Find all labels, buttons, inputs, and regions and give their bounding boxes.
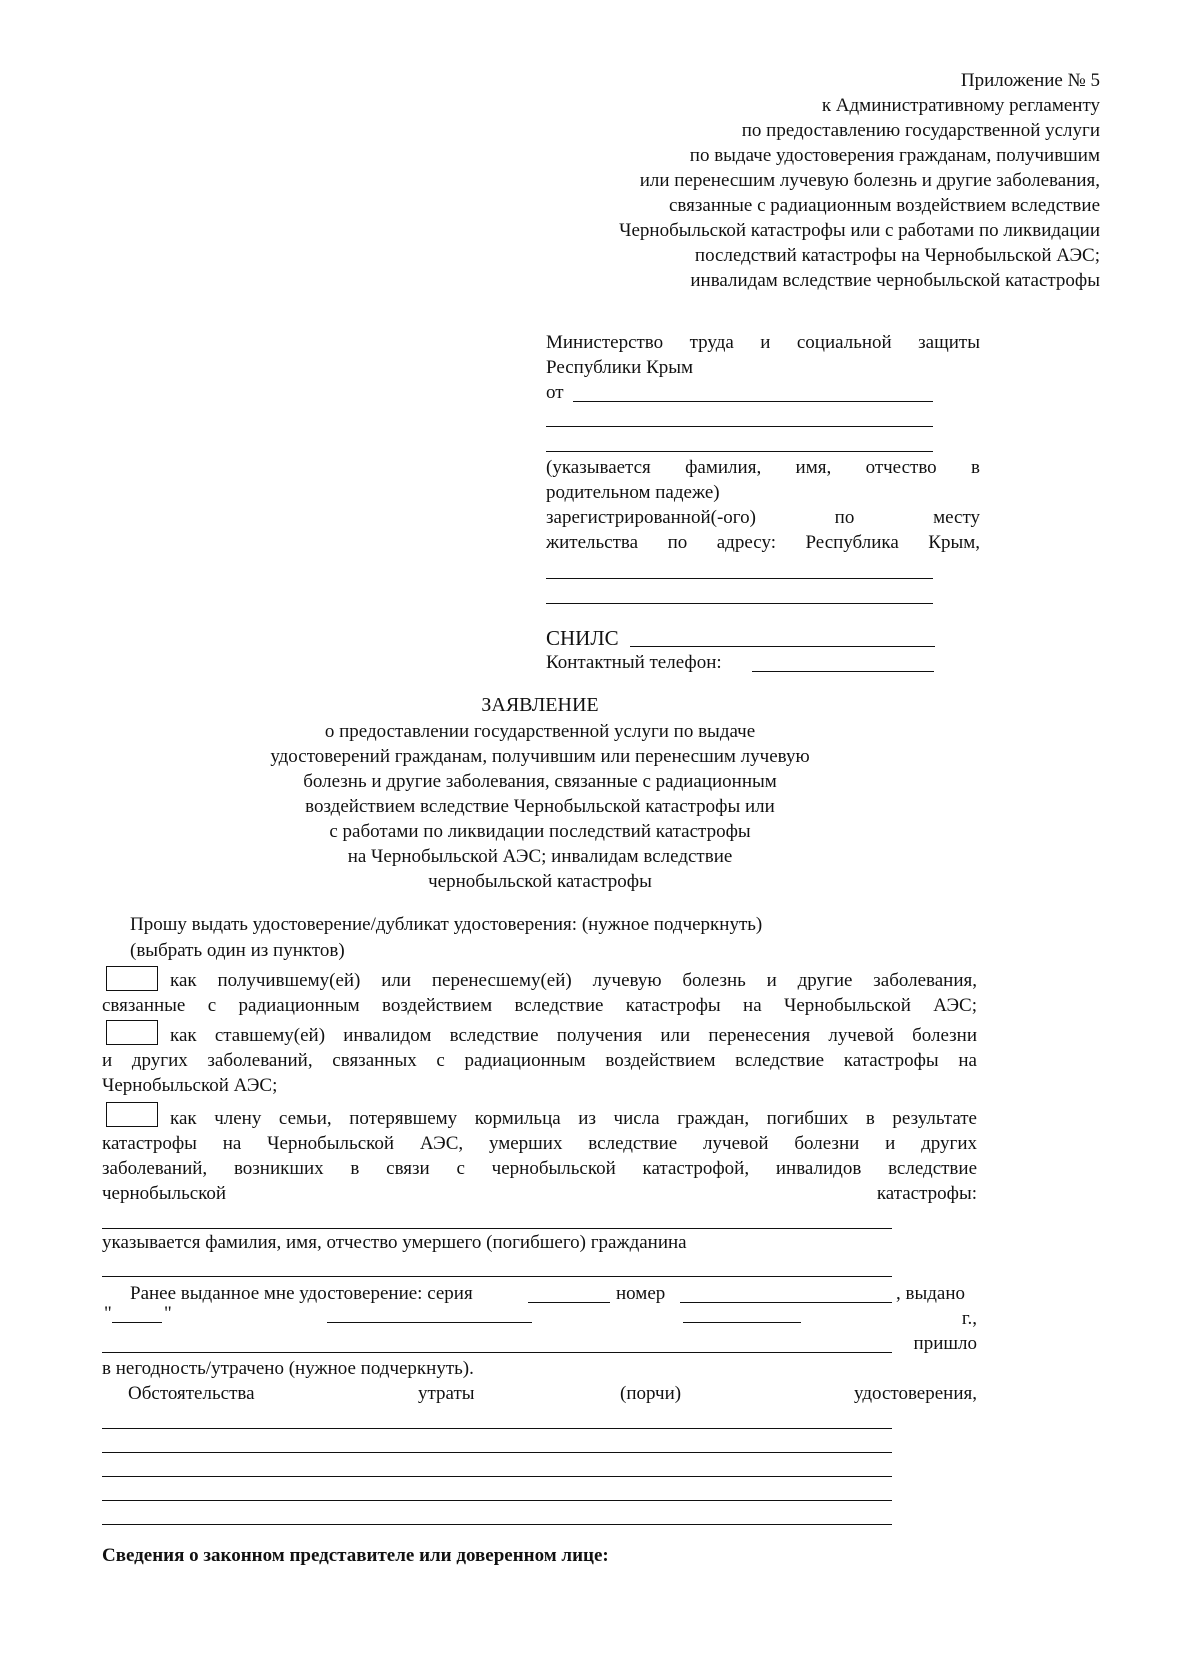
year-field[interactable] [683,1322,801,1323]
option-1-line: связанные с радиационным воздействием вследствие катастрофы на Чернобыльской АЭС; [102,995,977,1016]
came-label: пришло [913,1333,977,1354]
circumstances-field-line[interactable] [102,1500,892,1501]
circ-word: Обстоятельства [128,1383,255,1404]
subtitle-line: о предоставлении государственной услуги по выдаче [324,721,756,742]
from-field-line[interactable] [546,451,933,452]
circumstances-field-line[interactable] [102,1428,892,1429]
previous-start: Ранее выданное мне удостоверение: серия [130,1283,473,1304]
option-2-checkbox[interactable] [106,1020,158,1045]
issuer-field[interactable] [102,1352,892,1353]
annex-line: или перенесшим лучевую болезнь и другие заболевания, [639,170,1100,191]
ministry-line: Министерство труда и социальной защиты [546,332,980,353]
issued-label: , выдано [896,1283,966,1304]
option-2-line: Чернобыльской АЭС; [102,1075,278,1096]
representative-label: Сведения о законном представителе или доверенном лице: [102,1545,609,1566]
deceased-name-field-line[interactable] [102,1276,892,1277]
address-field-line[interactable] [546,578,933,579]
option-3-line: заболеваний, возникших в связи с чернобыльской катастрофой, инвалидов вследствие [102,1158,977,1179]
statement-title: ЗАЯВЛЕНИЕ [481,694,599,716]
number-field[interactable] [680,1302,892,1303]
from-label: от [546,382,564,403]
fio-hint-line: родительном падеже) [546,482,720,503]
circumstances-field-line[interactable] [102,1452,892,1453]
year-suffix: г., [961,1308,977,1329]
annex-line: по предоставлению государственной услуги [741,120,1100,141]
annex-line: инвалидам вследствие чернобыльской катастрофы [690,270,1100,291]
from-field-line[interactable] [546,426,933,427]
from-row [546,380,564,405]
registered-line: жительства по адресу: Республика Крым, [546,532,980,553]
subtitle-line: болезнь и другие заболевания, связанные с радиационным [303,771,777,792]
option-1-line: как получившему(ей) или перенесшему(ей) лучевую болезнь и другие заболевания, [170,970,977,991]
day-field[interactable] [112,1322,162,1323]
circ-word: удостоверения, [854,1383,977,1404]
subtitle-line: с работами по ликвидации последствий катастрофы [329,821,751,842]
snils-field[interactable] [630,646,935,647]
annex-line: связанные с радиационным воздействием вследствие [669,195,1100,216]
month-field[interactable] [327,1322,532,1323]
subtitle-line: чернобыльской катастрофы [428,871,652,892]
option-3-checkbox[interactable] [106,1102,158,1127]
annex-header [619,68,1100,293]
annex-line: к Административному регламенту [821,95,1100,116]
subtitle-line: на Чернобыльской АЭС; инвалидам вследствие [347,846,733,867]
ministry-line: Республики Крым [546,357,694,378]
annex-line: последствий катастрофы на Чернобыльской АЭС; [694,245,1100,266]
annex-line: Чернобыльской катастрофы или с работами по ликвидации [619,220,1100,241]
circumstances-field-line[interactable] [102,1476,892,1477]
unfit-text: в негодность/утрачено (нужное подчеркнуть). [102,1358,474,1379]
number-label: номер [616,1283,666,1304]
option-2-line: как ставшему(ей) инвалидом вследствие получения или перенесения лучевой болезни [170,1025,977,1046]
deceased-hint: указывается фамилия, имя, отчество умершего (погибшего) гражданина [102,1232,687,1253]
from-field[interactable] [573,401,933,402]
subtitle-line: удостоверений гражданам, получившим или перенесшим лучевую [270,746,810,767]
request-line: (выбрать один из пунктов) [130,940,345,961]
snils-label: СНИЛС [546,626,619,650]
circumstances-field-line[interactable] [102,1524,892,1525]
quote-close: " [164,1303,172,1324]
deceased-name-field[interactable] [102,1228,892,1229]
fio-hint-line: (указывается фамилия, имя, отчество в [546,457,980,478]
annex-line: по выдаче удостоверения гражданам, получившим [689,145,1100,166]
fio-hint [546,455,980,555]
request-line: Прошу выдать удостоверение/дубликат удостоверения: (нужное подчеркнуть) [130,914,763,935]
option-3-last-left: чернобыльской [102,1183,227,1204]
option-3-last-right: катастрофы: [876,1183,977,1204]
option-3-line: катастрофы на Чернобыльской АЭС, умерших вследствие лучевой болезни и других [102,1133,977,1154]
subtitle-line: воздействием вследствие Чернобыльской катастрофы или [305,796,775,817]
addressee-block [546,330,980,380]
annex-line: Приложение № 5 [960,70,1100,91]
registered-line: зарегистрированной(-ого) по месту [546,507,980,528]
request-text [130,912,762,964]
option-3-line: как члену семьи, потерявшему кормильца из числа граждан, погибших в результате [170,1108,977,1129]
quote-open: " [104,1303,112,1324]
circ-word: утраты [418,1383,475,1404]
option-2-line: и других заболеваний, связанных с радиационным воздействием вследствие катастрофы на [102,1050,977,1071]
series-field[interactable] [528,1302,610,1303]
option-1-checkbox[interactable] [106,966,158,991]
phone-field[interactable] [752,671,934,672]
statement-subtitle [150,719,930,894]
address-field-line[interactable] [546,603,933,604]
circ-word: (порчи) [620,1383,682,1404]
phone-label: Контактный телефон: [546,652,722,673]
